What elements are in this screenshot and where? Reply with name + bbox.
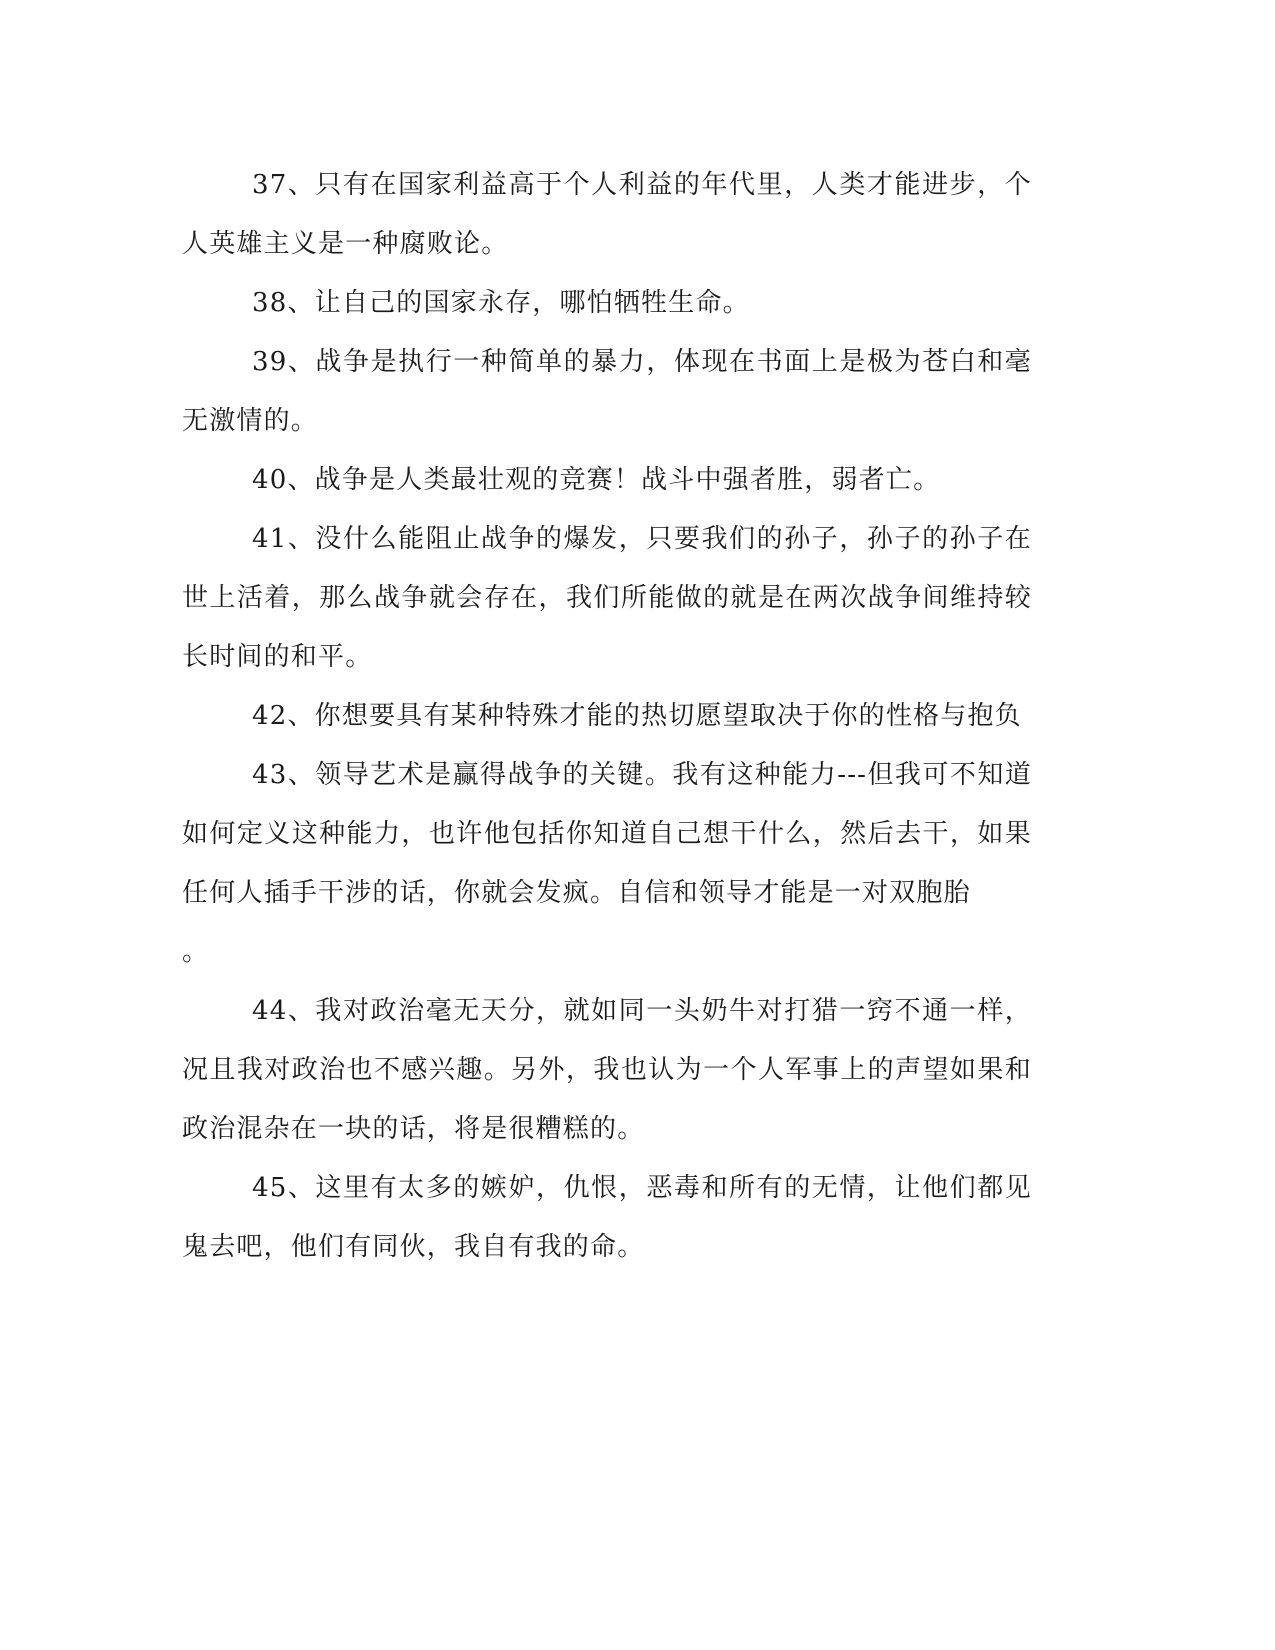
quote-paragraph-43: 43、领导艺术是赢得战争的关键。我有这种能力---但我可不知道如何定义这种能力，也许他包括你知道自己想干什么，然后去干，如果任何人插手干涉的话，你就会发疯。自信和领导才能是一对双胞胎 [182,760,1032,908]
quote-paragraph-37: 37、只有在国家利益高于个人利益的年代里，人类才能进步，个人英雄主义是一种腐败论。 [182,170,1032,259]
quote-paragraph-44: 44、我对政治毫无天分，就如同一头奶牛对打猎一窍不通一样，况且我对政治也不感兴趣。另外，我也认为一个人军事上的声望如果和政治混杂在一块的话，将是很糟糕的。 [182,996,1032,1144]
document-body [182,156,1032,1277]
quote-paragraph-41: 41、没什么能阻止战争的爆发，只要我们的孙子，孙子的孙子在世上活着，那么战争就会存在，我们所能做的就是在两次战争间维持较长时间的和平。 [182,524,1032,672]
quote-paragraph-42: 42、你想要具有某种特殊才能的热切愿望取决于你的性格与抱负 [252,701,1022,731]
quote-paragraph-43-tail: 。 [182,937,210,967]
quote-paragraph-40: 40、战争是人类最壮观的竞赛！战斗中强者胜，弱者亡。 [252,465,941,495]
quote-paragraph-39: 39、战争是执行一种简单的暴力，体现在书面上是极为苍白和毫无激情的。 [182,347,1032,436]
quote-paragraph-38: 38、让自己的国家永存，哪怕牺牲生命。 [252,288,750,318]
quote-paragraph-45: 45、这里有太多的嫉妒，仇恨，恶毒和所有的无情，让他们都见鬼去吧，他们有同伙，我自有我的命。 [182,1173,1032,1262]
